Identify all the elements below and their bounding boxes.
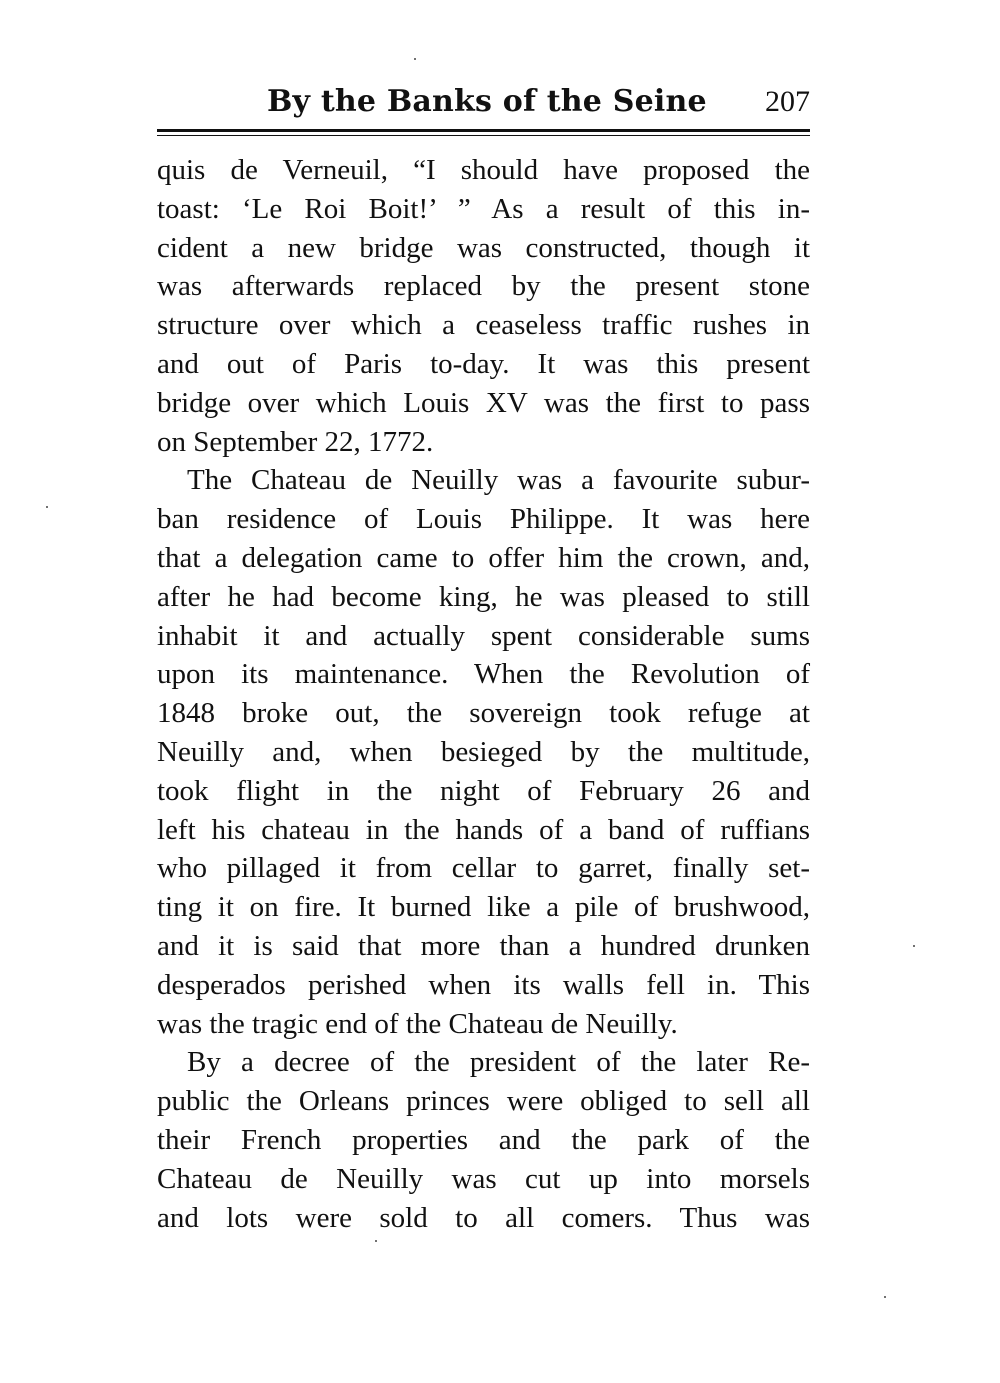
text-line: upon its maintenance. When the Revolution of	[157, 658, 810, 691]
paragraph-3	[157, 1043, 810, 1237]
scan-speck	[414, 58, 416, 60]
paragraph-1	[157, 151, 810, 461]
text-line: The Chateau de Neuilly was a favourite subur-	[187, 464, 810, 497]
text-line: Neuilly and, when besieged by the multitude,	[157, 735, 810, 768]
text-line: Chateau de Neuilly was cut up into morsels	[157, 1162, 810, 1195]
page-number: 207	[765, 85, 810, 118]
text-line: was afterwards replaced by the present stone	[157, 270, 810, 303]
text-line: was the tragic end of the Chateau de Neuilly.	[157, 1007, 678, 1040]
text-line: desperados perished when its walls fell in. This	[157, 968, 810, 1001]
text-line: structure over which a ceaseless traffic rushes in	[157, 309, 810, 342]
text-line: their French properties and the park of the	[157, 1123, 810, 1156]
body-text	[157, 151, 810, 1237]
text-line: and out of Paris to-day. It was this present	[157, 347, 810, 380]
text-line: public the Orleans princes were obliged to sell all	[157, 1085, 810, 1118]
text-line: 1848 broke out, the sovereign took refuge at	[157, 697, 810, 730]
text-line: after he had become king, he was pleased to still	[157, 580, 810, 613]
text-line: bridge over which Louis XV was the first to pass	[157, 386, 810, 419]
scan-speck	[46, 506, 48, 508]
text-line: that a delegation came to offer him the crown, and,	[157, 541, 810, 574]
scan-speck	[375, 1240, 377, 1242]
text-line: cident a new bridge was constructed, though it	[157, 231, 810, 264]
text-line: ban residence of Louis Philippe. It was here	[157, 503, 810, 536]
scan-speck	[884, 1296, 886, 1298]
running-head	[157, 78, 810, 126]
text-line: and lots were sold to all comers. Thus was	[157, 1201, 810, 1234]
paragraph-2	[157, 461, 810, 1043]
text-line: left his chateau in the hands of a band of ruffians	[157, 813, 810, 846]
text-line: who pillaged it from cellar to garret, finally set-	[157, 852, 810, 885]
text-line: toast: ‘Le Roi Boit!’ ” As a result of this in-	[157, 192, 810, 225]
text-line: and it is said that more than a hundred drunken	[157, 929, 810, 962]
text-line: ting it on fire. It burned like a pile of brushwood,	[157, 891, 810, 924]
header-rule-thick	[157, 129, 810, 132]
text-line: By a decree of the president of the later Re-	[187, 1046, 810, 1079]
running-title: By the Banks of the Seine	[267, 84, 707, 119]
header-rule-thin	[157, 135, 810, 136]
text-line: on September 22, 1772.	[157, 425, 434, 458]
scan-speck	[913, 945, 915, 947]
text-line: took flight in the night of February 26 and	[157, 774, 810, 807]
text-line: quis de Verneuil, “I should have proposed the	[157, 154, 810, 186]
text-line: inhabit it and actually spent considerable sums	[157, 619, 810, 652]
